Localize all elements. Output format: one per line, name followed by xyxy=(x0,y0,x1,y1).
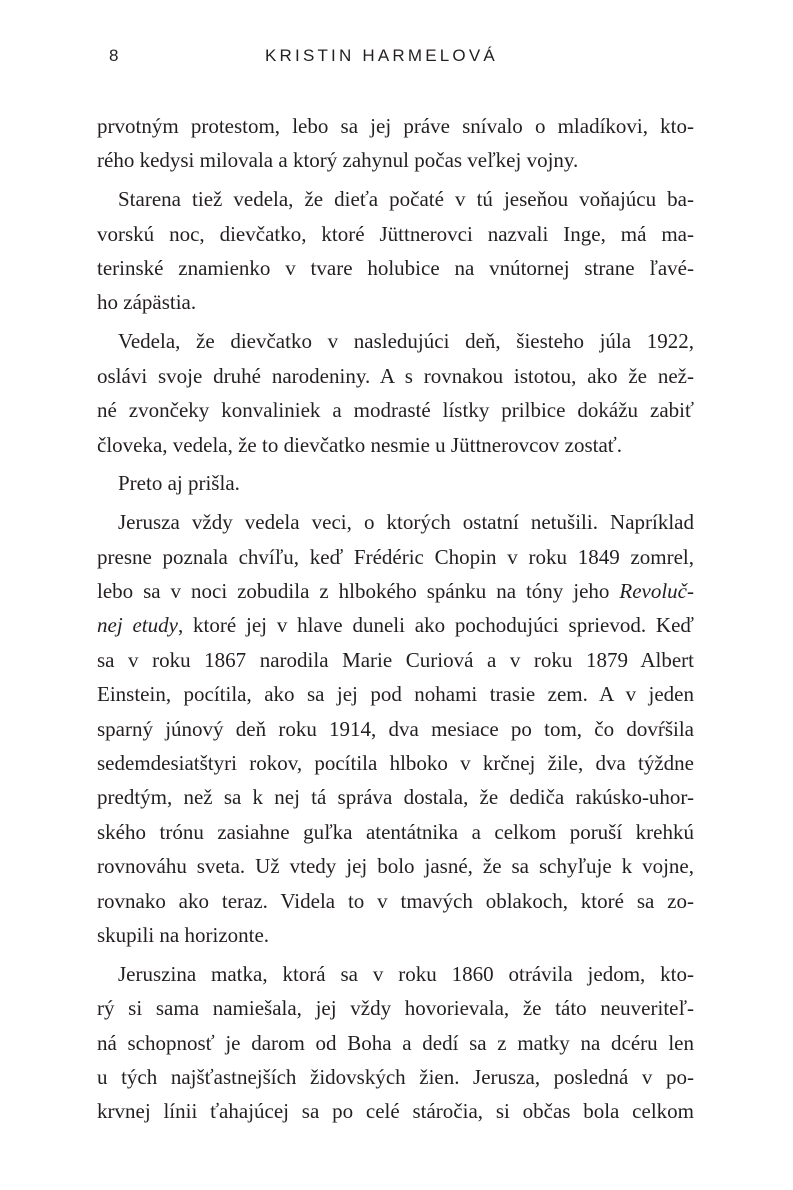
paragraph xyxy=(97,957,694,1129)
text-line: predtým, než sa k nej tá správa dostala, že dediča rakúsko-uhor- xyxy=(97,785,694,810)
text-run: lebo sa v noci zobudila z hlbokého spánku na tóny jeho xyxy=(97,579,610,604)
text-line: Jeruszina matka, ktorá sa v roku 1860 otrávila jedom, kto- xyxy=(118,961,694,986)
page-number: 8 xyxy=(109,46,119,65)
text-line: u tých najšťastnejších židovských žien. Jerusza, posledná v po- xyxy=(97,1065,694,1090)
text-line: né zvončeky konvaliniek a modrasté lístky prilbice dokážu zabiť xyxy=(97,398,694,423)
text-line: Starena tiež vedela, že dieťa počaté v tú jeseňou voňajúcu ba- xyxy=(118,187,694,212)
text-line: rovnako ako teraz. Videla to v tmavých oblakoch, ktoré sa zo- xyxy=(97,888,694,913)
text-run: , ktoré jej v hlave duneli ako pochodujúci sprievod. Keď xyxy=(177,613,694,638)
text-line: Vedela, že dievčatko v nasledujúci deň, šiesteho júla 1922, xyxy=(118,329,694,354)
text-line-mixed xyxy=(97,574,694,608)
italic-title: nej etudy xyxy=(97,613,178,638)
text-line: ho zápästia. xyxy=(97,290,197,315)
text-line: skupili na horizonte. xyxy=(97,922,270,947)
text-line: ná schopnosť je darom od Boha a dedí sa z matky na dcéru len xyxy=(97,1030,694,1055)
text-line: rého kedysi milovala a ktorý zahynul počas veľkej vojny. xyxy=(97,148,579,173)
paragraph xyxy=(97,466,694,500)
text-line: rovnováhu sveta. Už vtedy jej bolo jasné, že sa schyľuje k vojne, xyxy=(97,854,694,879)
text-line: sedemdesiatštyri rokov, pocítila hlboko v krčnej žile, dva týždne xyxy=(97,751,694,776)
text-line-mixed xyxy=(97,608,694,642)
paragraph xyxy=(97,109,694,178)
text-line: Jerusza vždy vedela veci, o ktorých ostatní netušili. Napríklad xyxy=(118,510,694,535)
paragraph xyxy=(97,505,694,952)
text-line: vorskú noc, dievčatko, ktoré Jüttnerovci nazvali Inge, má ma- xyxy=(97,221,694,246)
text-line: sparný júnový deň roku 1914, dva mesiace po tom, čo dovŕšila xyxy=(97,716,694,741)
running-head xyxy=(0,46,793,76)
text-line: presne poznala chvíľu, keď Frédéric Chopin v roku 1849 zomrel, xyxy=(97,544,694,569)
text-line: Preto aj prišla. xyxy=(118,471,240,496)
text-line: oslávi svoje druhé narodeniny. A s rovnakou istotou, ako že než- xyxy=(97,363,694,388)
body-text xyxy=(97,109,694,1129)
text-line: krvnej línii ťahajúcej sa po celé stáročia, si občas bola celkom xyxy=(97,1099,694,1124)
text-line: sa v roku 1867 narodila Marie Curiová a v roku 1879 Albert xyxy=(97,647,694,672)
paragraph xyxy=(97,324,694,462)
running-head-author: KRISTIN HARMELOVÁ xyxy=(265,46,498,65)
text-line: Einstein, pocítila, ako sa jej pod nohami trasie zem. A v jeden xyxy=(97,682,694,707)
italic-title: Revoluč- xyxy=(619,579,694,604)
text-line: terinské znamienko v tvare holubice na vnútornej strane ľavé- xyxy=(97,256,694,281)
text-line: prvotným protestom, lebo sa jej práve snívalo o mladíkovi, kto- xyxy=(97,114,694,138)
text-line: ského trónu zasiahne guľka atentátnika a celkom poruší krehkú xyxy=(97,819,694,844)
text-line: rý si sama namiešala, jej vždy hovorievala, že táto neuveriteľ- xyxy=(97,996,694,1021)
paragraph xyxy=(97,182,694,320)
text-line: človeka, vedela, že to dievčatko nesmie u Jüttnerovcov zostať. xyxy=(97,432,623,457)
